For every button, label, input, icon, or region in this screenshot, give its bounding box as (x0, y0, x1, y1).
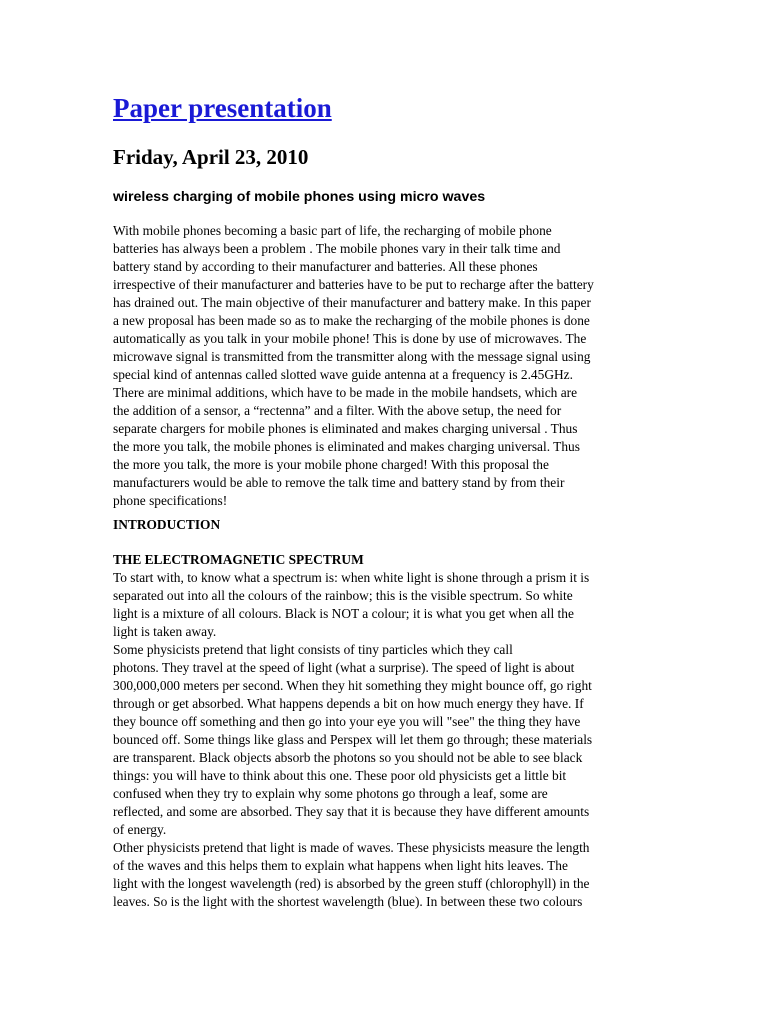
body-line: bounced off. Some things like glass and Perspex will let them go through; these materials (113, 732, 593, 747)
body-line: separated out into all the colours of the rainbow; this is the visible spectrum. So white (113, 588, 573, 603)
body-line: they bounce off something and then go into your eye you will "see" the thing they have (113, 714, 581, 729)
body-line: 300,000,000 meters per second. When they hit something they might bounce off, go right (113, 678, 592, 693)
blog-title-link[interactable]: Paper presentation (113, 93, 332, 123)
body-line: through or get absorbed. What happens depends a bit on how much energy they have. If (113, 696, 584, 711)
abstract-line: has drained out. The main objective of their manufacturer and battery make. In this paper (113, 295, 591, 310)
abstract-line: batteries has always been a problem . The mobile phones vary in their talk time and (113, 241, 561, 256)
spectrum-body-paragraph (113, 569, 673, 911)
spectrum-heading: THE ELECTROMAGNETIC SPECTRUM (113, 552, 364, 567)
body-line: leaves. So is the light with the shortest wavelength (blue). In between these two colours (113, 894, 583, 909)
abstract-line: With mobile phones becoming a basic part of life, the recharging of mobile phone (113, 223, 552, 238)
body-line: confused when they try to explain why some photons go through a leaf, some are (113, 786, 548, 801)
abstract-line: separate chargers for mobile phones is eliminated and makes charging universal . Thus (113, 421, 578, 436)
body-line: Other physicists pretend that light is made of waves. These physicists measure the length (113, 840, 590, 855)
abstract-line: the more you talk, the more is your mobile phone charged! With this proposal the (113, 457, 549, 472)
body-line: light is taken away. (113, 624, 217, 639)
body-line: reflected, and some are absorbed. They say that it is because they have different amounts (113, 804, 590, 819)
abstract-line: the more you talk, the mobile phones is eliminated and makes charging universal. Thus (113, 439, 580, 454)
introduction-heading: INTRODUCTION (113, 517, 221, 532)
abstract-line: a new proposal has been made so as to make the recharging of the mobile phones is done (113, 313, 590, 328)
post-date: Friday, April 23, 2010 (113, 145, 309, 169)
post-title: wireless charging of mobile phones using micro waves (113, 189, 486, 205)
body-line: are transparent. Black objects absorb the photons so you should not be able to see black (113, 750, 583, 765)
abstract-line: microwave signal is transmitted from the transmitter along with the message signal using (113, 349, 591, 364)
abstract-line: automatically as you talk in your mobile phone! This is done by use of microwaves. The (113, 331, 587, 346)
body-line: light is a mixture of all colours. Black is NOT a colour; it is what you get when all the (113, 606, 574, 621)
body-line: To start with, to know what a spectrum is: when white light is shone through a prism it is (113, 570, 590, 585)
abstract-paragraph (113, 222, 653, 510)
abstract-line: manufacturers would be able to remove the talk time and battery stand by from their (113, 475, 565, 490)
abstract-line: There are minimal additions, which have to be made in the mobile handsets, which are (113, 385, 578, 400)
abstract-line: irrespective of their manufacturer and batteries have to be put to recharge after the battery (113, 277, 594, 292)
body-line: Some physicists pretend that light consists of tiny particles which they call (113, 642, 513, 657)
body-line: light with the longest wavelength (red) is absorbed by the green stuff (chlorophyll) in the (113, 876, 590, 891)
abstract-line: special kind of antennas called slotted wave guide antenna at a frequency is 2.45GHz. (113, 367, 573, 382)
abstract-line: battery stand by according to their manufacturer and batteries. All these phones (113, 259, 538, 274)
body-line: of the waves and this helps them to explain what happens when light hits leaves. The (113, 858, 568, 873)
body-line: photons. They travel at the speed of light (what a surprise). The speed of light is about (113, 660, 575, 675)
body-line: of energy. (113, 822, 167, 837)
body-line: things: you will have to think about this one. These poor old physicists get a little bit (113, 768, 567, 783)
abstract-line: phone specifications! (113, 493, 228, 508)
abstract-line: the addition of a sensor, a “rectenna” and a filter. With the above setup, the need for (113, 403, 562, 418)
